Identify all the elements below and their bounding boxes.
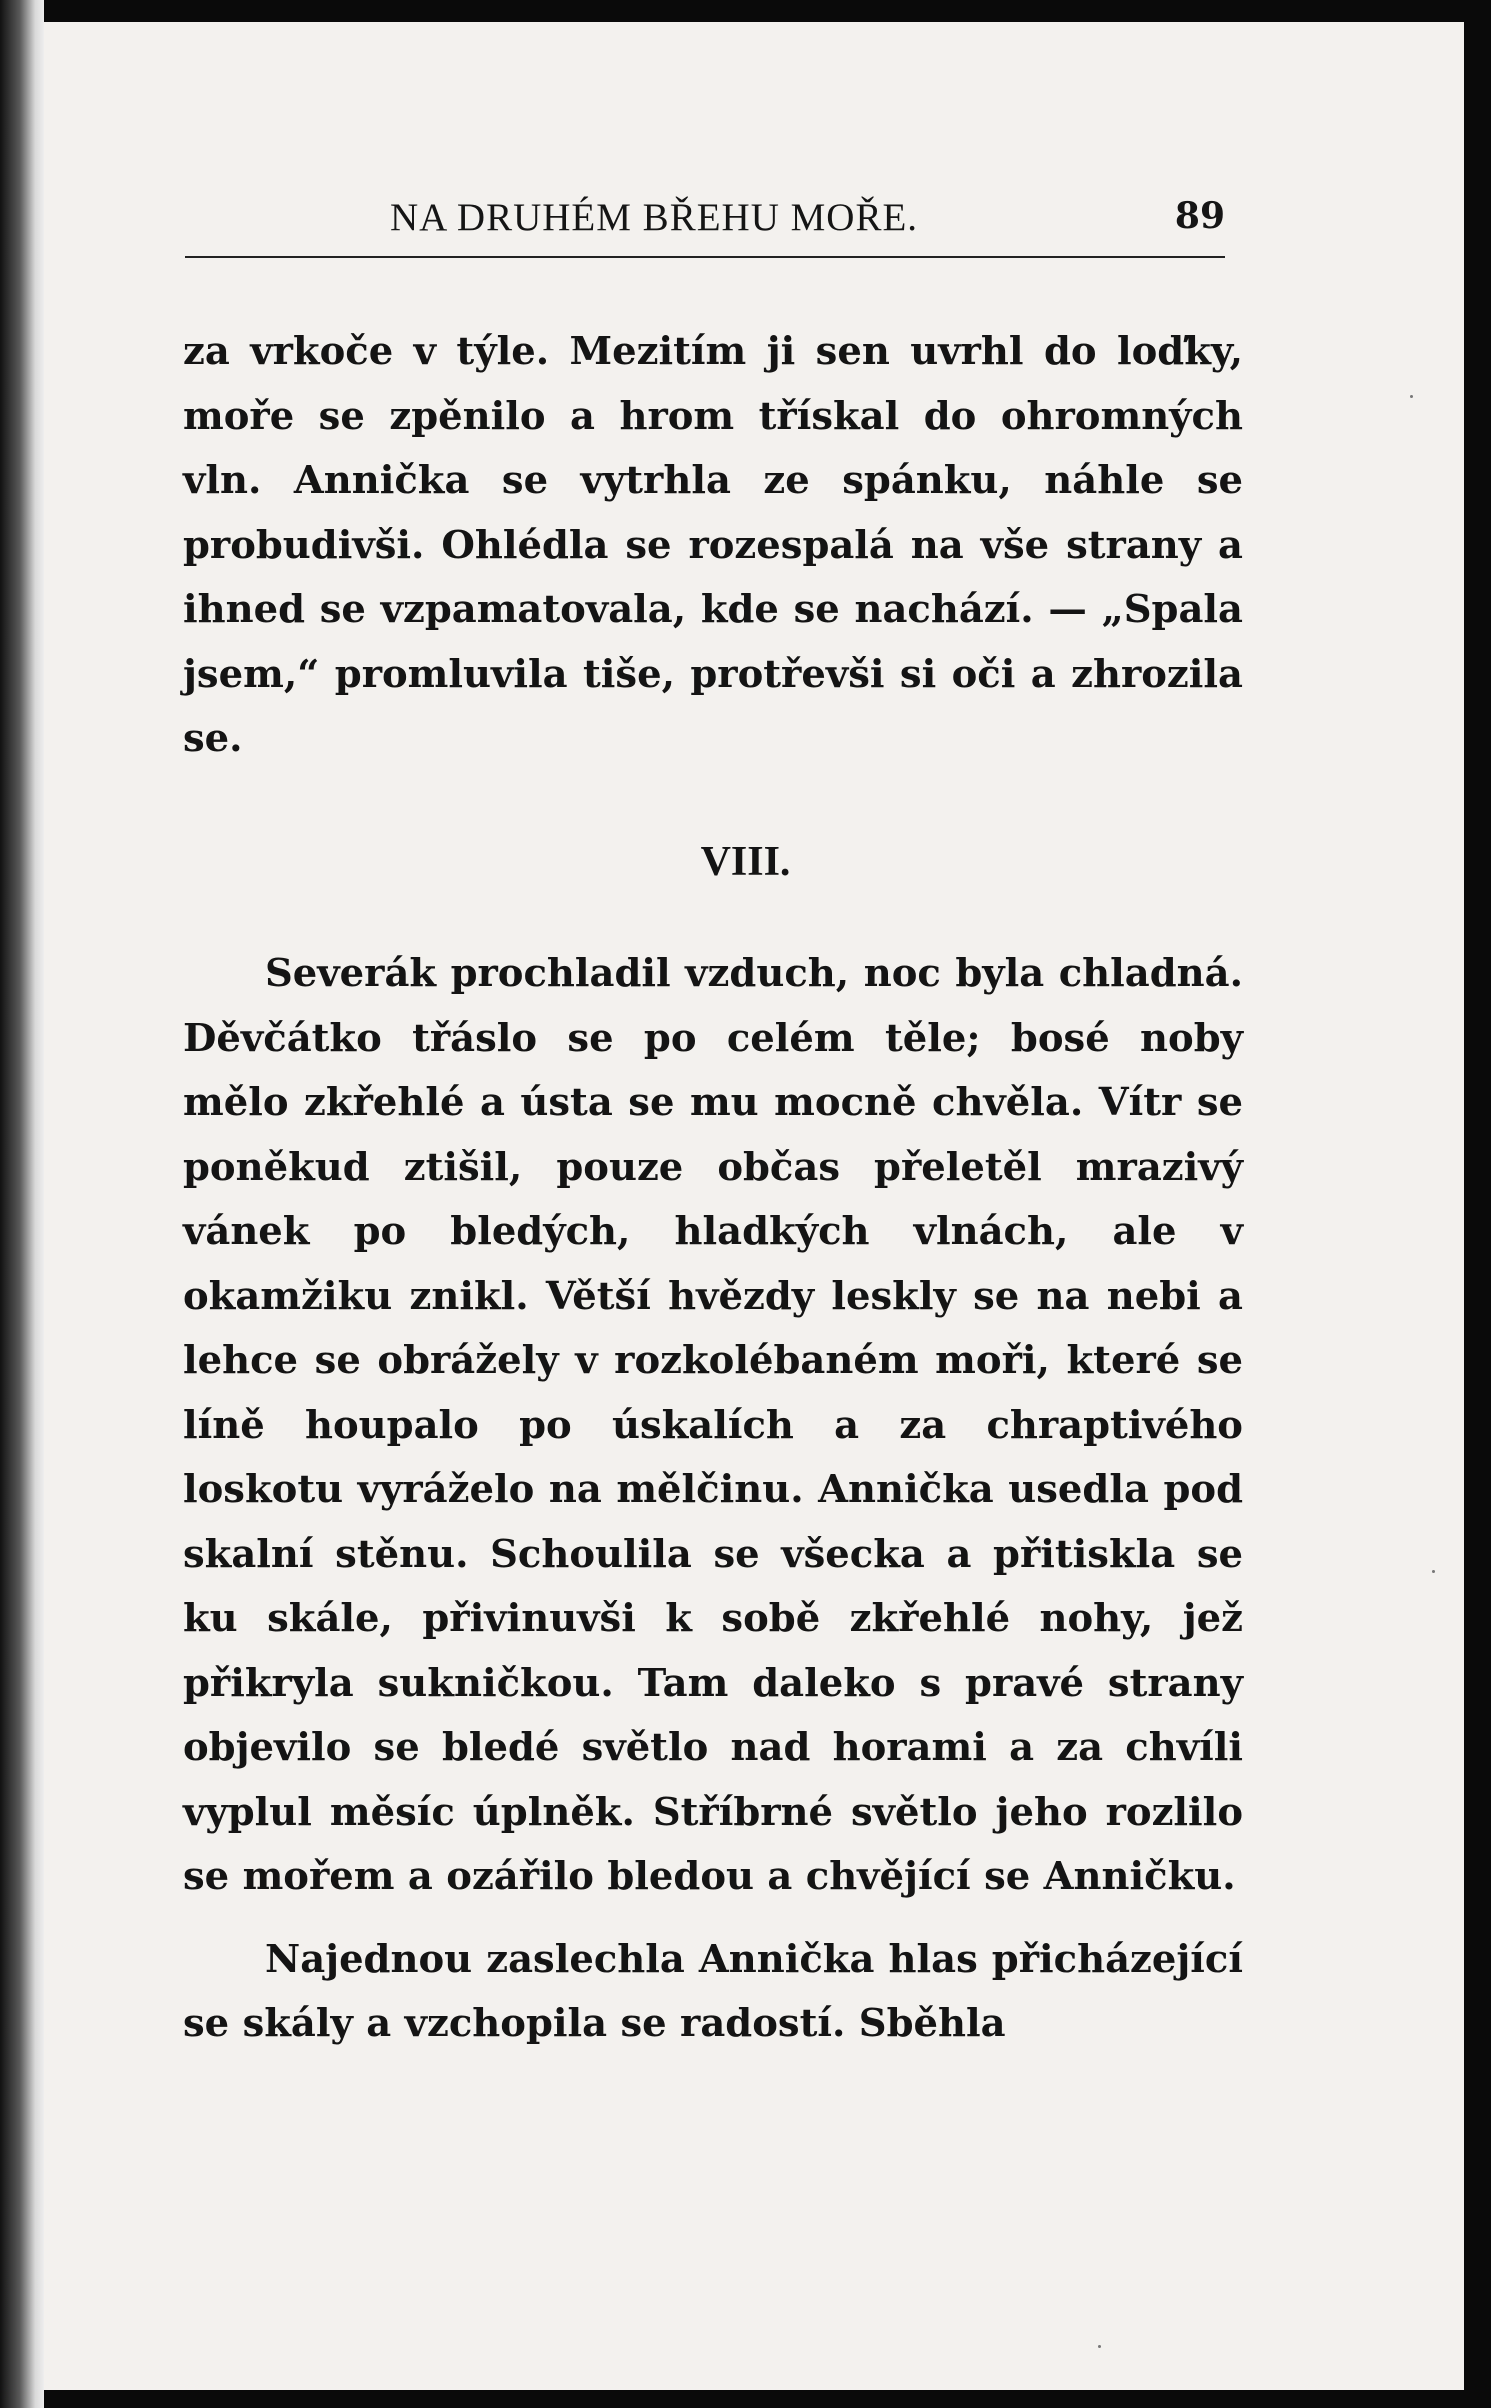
paragraph-continued — [183, 320, 1243, 772]
paragraph-text: Severák prochladil vzduch, noc byla chladná. Děvčátko třáslo se po celém těle; bosé noby mělo zkřehlé a ústa se mu mocně chvěla. Vítr se poněkud ztišil, pouze občas přeletěl mrazivý vánek po bledých, hladkých vlnách, ale v okamžiku znikl. Větší hvězdy leskly se na nebi a lehce se obrážely v rozkolébaném moři, které se líně houpalo po úskalích a za chraptivého loskotu vyráželo na mělčinu. Annička usedla pod skalní stěnu. Schoulila se všecka a přitiskla se ku skále, přivinuvši k sobě zkřehlé nohy, jež přikryla sukničkou. Tam daleko s pravé strany objevilo se bledé světlo nad horami a za chvíli vyplul měsíc úplněk. Stříbrné světlo jeho rozlilo se mořem a ozářilo bledou a chvějící se Anničku. — [183, 951, 1243, 1899]
paper-speck — [1410, 395, 1413, 398]
page-number: 89 — [1174, 195, 1225, 237]
header-rule — [185, 256, 1225, 258]
paper-speck — [1432, 1570, 1435, 1573]
running-head — [185, 195, 1225, 265]
book-spine-shadow — [0, 0, 44, 2408]
paper-speck — [1098, 2345, 1101, 2348]
chapter-heading: VIII. — [700, 839, 791, 885]
paragraph-text-last: Najednou zaslechla Annička hlas přicházející se skály a vzchopila se radostí. Sběhla — [183, 1936, 1243, 2046]
running-title: NA DRUHÉM BŘEHU MOŘE. — [390, 196, 919, 239]
paragraph-main — [183, 942, 1243, 2057]
paragraph-text: za vrkoče v týle. Mezitím ji sen uvrhl do loďky, moře se zpěnilo a hrom třískal do ohromných vln. Annička se vytrhla ze spánku, náhle se probudivši. Ohlédla se rozespalá na vše strany a ihned se vzpamatovala, kde se nachází. — „Spala jsem,“ promluvila tiše, protřevši si oči a zhrozila se. — [183, 329, 1243, 761]
